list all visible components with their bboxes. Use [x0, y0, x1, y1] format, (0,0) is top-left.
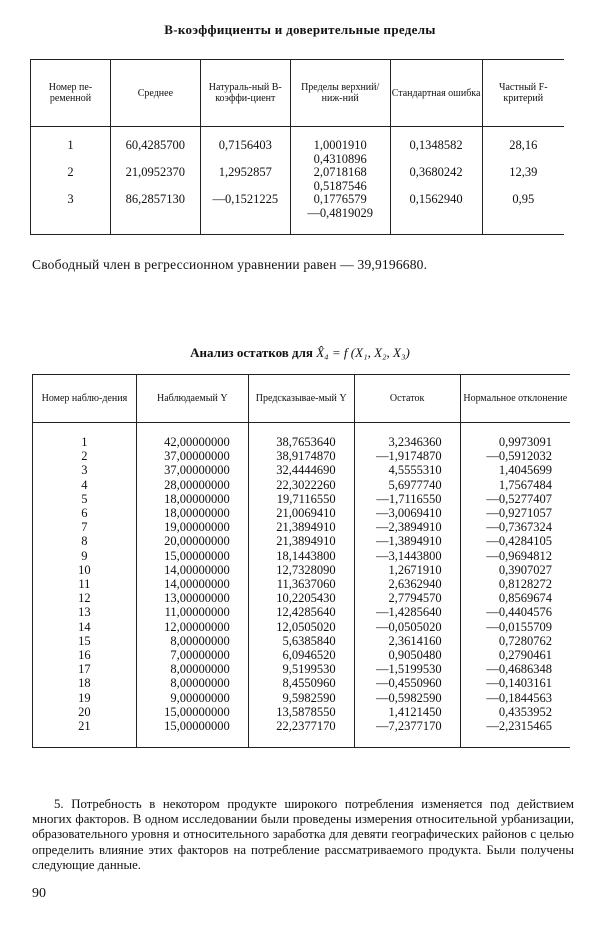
table-cell: 0,9973091 [498, 435, 552, 449]
table-cell: —0,9694812 [486, 548, 552, 563]
cell-limits [290, 166, 390, 193]
table-cell: 15 [78, 633, 91, 648]
table-cell: 7,00000000 [170, 648, 230, 663]
cell-coef: 1,2952857 [200, 166, 290, 193]
table-cell: 18,1443800 [276, 548, 336, 563]
header-residual: Остаток [354, 375, 460, 423]
table-cell: —0,7367324 [486, 520, 552, 535]
exercise-paragraph [32, 797, 574, 873]
table-cell: 8 [81, 534, 88, 549]
table-cell: 10,2205430 [276, 591, 336, 606]
header-observation-number: Номер наблю-дения [33, 375, 137, 423]
table-cell: 1,2671910 [388, 562, 442, 577]
table-cell: 4 [81, 477, 88, 492]
table-cell: 37,00000000 [164, 449, 230, 464]
cell-se: 0,3680242 [390, 166, 482, 193]
table-cell: —0,4284105 [486, 534, 552, 549]
cell-number: 1 [31, 127, 111, 167]
header-std-error: Стандартная ошибка [390, 60, 482, 127]
upper-limit: 0,1776579 [313, 192, 367, 206]
table-cell: 10 [78, 562, 91, 577]
header-limits: Пределы верхний/ниж-ний [290, 60, 390, 127]
coefficients-table [30, 59, 564, 235]
lower-limit: 0,4310896 [313, 151, 367, 166]
table-cell: 11 [78, 577, 91, 592]
table-cell: 2,6362940 [388, 577, 442, 592]
table-cell: 9,5199530 [282, 662, 336, 677]
table-cell: —0,1844563 [486, 690, 552, 705]
table-cell: —1,5199530 [375, 662, 442, 677]
table-cell: 0,4353952 [498, 704, 552, 719]
table-cell: 0,8569674 [498, 591, 552, 606]
header-variable-number: Номер пе-ременной [31, 60, 111, 127]
table-cell: —2,3894910 [375, 520, 442, 535]
table-cell: 32,4444690 [276, 463, 336, 478]
page-number: 90 [32, 886, 46, 901]
free-term-text: Свободный член в регрессионном уравнении равен — 39,9196680. [32, 257, 428, 272]
cell-mean: 60,4285700 [110, 127, 200, 167]
table-cell: 16 [78, 648, 91, 663]
column-observed [136, 423, 248, 748]
table2-title-prefix: Анализ остатков для [190, 345, 313, 360]
table-cell: 0,8128272 [498, 577, 552, 592]
table-cell: 3,2346360 [388, 435, 442, 449]
table-cell: —0,4404576 [486, 605, 552, 620]
table-cell: 21,0069410 [276, 506, 336, 521]
table-cell: 13,00000000 [164, 591, 230, 606]
lower-limit: —0,4819029 [307, 205, 373, 220]
table-cell: 11,3637060 [276, 577, 336, 592]
table-cell: 12,00000000 [164, 619, 230, 634]
table-cell: —1,3894910 [375, 534, 442, 549]
table-cell: 13 [78, 605, 91, 620]
upper-limit: 2,0718168 [313, 165, 367, 179]
table-cell: 0,2790461 [498, 648, 552, 663]
table-cell: 9,00000000 [170, 690, 230, 705]
table-cell: —0,9271057 [486, 506, 552, 521]
table-cell: 11,00000000 [164, 605, 230, 620]
header-b-coefficient: Натураль-ный B-коэффи-циент [200, 60, 290, 127]
table-row [33, 423, 571, 748]
table-cell: 2,7794570 [388, 591, 442, 606]
table-cell: 14 [78, 619, 91, 634]
header-observed-y: Наблюдаемый Y [136, 375, 248, 423]
table-cell: —1,9174870 [375, 449, 442, 464]
table-cell: 3 [81, 463, 88, 478]
table-cell: —1,4285640 [375, 605, 442, 620]
table-cell: —7,2377170 [375, 719, 442, 734]
cell-mean: 21,0952370 [110, 166, 200, 193]
cell-number: 3 [31, 193, 111, 235]
table-cell: 15,00000000 [164, 548, 230, 563]
table-cell: 12,4285640 [276, 605, 336, 620]
cell-f: 28,16 [509, 138, 538, 152]
table-cell: 1,4121450 [388, 704, 442, 719]
table-cell: 9,5982590 [282, 690, 336, 705]
table-cell: —2,2315465 [486, 719, 552, 734]
table-cell: 38,7653640 [276, 435, 336, 449]
cell-se: 0,1562940 [390, 193, 482, 235]
table-row [31, 193, 565, 235]
table-cell: 28,00000000 [164, 477, 230, 492]
table-cell: —0,1403161 [486, 676, 552, 691]
table-cell: 6,0946520 [282, 648, 336, 663]
table-cell: 22,2377170 [276, 719, 336, 734]
cell-mean: 86,2857130 [110, 193, 200, 235]
table2-title-formula: X̂₄ = f (X₁, X₂, X₃) [316, 345, 410, 360]
table-cell: 21,3894910 [276, 534, 336, 549]
table-cell: 15,00000000 [164, 704, 230, 719]
lower-limit: 0,5187546 [313, 178, 367, 193]
cell-coef: 0,7156403 [200, 127, 290, 167]
table-cell: 13,5878550 [276, 704, 336, 719]
table-cell: 0,9050480 [388, 648, 442, 663]
table-cell: 20 [78, 704, 91, 719]
table-cell: —3,1443800 [375, 548, 442, 563]
table-cell: —0,0505020 [375, 619, 442, 634]
table-cell: 21,3894910 [276, 520, 336, 535]
table-cell: —0,5277407 [486, 491, 552, 506]
table-cell: 5,6385840 [282, 633, 336, 648]
table-cell: 18 [78, 676, 91, 691]
table-cell: 12 [78, 591, 91, 606]
upper-limit: 1,0001910 [313, 138, 367, 152]
table-cell: 8,00000000 [170, 662, 230, 677]
table-row [31, 166, 565, 193]
table-cell: 1,4045699 [498, 463, 552, 478]
table-cell: 7 [81, 520, 88, 535]
cell-f: 0,95 [512, 192, 535, 206]
column-observation-number [33, 423, 137, 748]
table2-title [0, 345, 600, 361]
cell-f: 12,39 [509, 165, 538, 179]
table-cell: 9 [81, 548, 88, 563]
table1-title: B-коэффициенты и доверительные пределы [164, 22, 436, 37]
table-cell: —0,4686348 [486, 662, 552, 677]
table-cell: 2 [81, 449, 88, 464]
table-cell: 5,6977740 [388, 477, 442, 492]
table-cell: 14,00000000 [164, 577, 230, 592]
table-cell: —0,0155709 [486, 619, 552, 634]
table-cell: 15,00000000 [164, 719, 230, 734]
table-cell: 12,7328090 [276, 562, 336, 577]
table-cell: 37,00000000 [164, 463, 230, 478]
table-cell: 19,00000000 [164, 520, 230, 535]
table-cell: —0,5982590 [375, 690, 442, 705]
table-cell: 8,00000000 [170, 676, 230, 691]
table-cell: 1 [81, 435, 88, 449]
table-cell: 4,5555310 [388, 463, 442, 478]
header-mean: Среднее [110, 60, 200, 127]
table-cell: —3,0069410 [375, 506, 442, 521]
table-cell: 20,00000000 [164, 534, 230, 549]
table-cell: 18,00000000 [164, 506, 230, 521]
column-predicted [248, 423, 354, 748]
table-cell: 0,7280762 [498, 633, 552, 648]
table-cell: 6 [81, 506, 88, 521]
table-cell: —0,5912032 [486, 449, 552, 464]
table-cell: —0,4550960 [375, 676, 442, 691]
table-cell: 22,3022260 [276, 477, 336, 492]
header-predicted-y: Предсказывае-мый Y [248, 375, 354, 423]
table-cell: 18,00000000 [164, 491, 230, 506]
table-cell: 19 [78, 690, 91, 705]
table-cell: 2,3614160 [388, 633, 442, 648]
table-cell: 8,00000000 [170, 633, 230, 648]
cell-coef: —0,1521225 [200, 193, 290, 235]
header-f-criterion: Частный F-критерий [482, 60, 564, 127]
table-cell: 1,7567484 [498, 477, 552, 492]
table-cell: 12,0505020 [276, 619, 336, 634]
exercise-text: 5. Потребность в некотором продукте широкого потребления изменяется под действием многих факторов. В одном исследовании были проведены измерения относительной урбанизации, образовательного уровня и относительного заработка для девяти географических районов с целью определить влияние этих факторов на потребление рассматриваемого продукта. Были получены следующие данные. [32, 797, 574, 872]
table-cell: 17 [78, 662, 91, 677]
table-cell: 42,00000000 [164, 435, 230, 449]
cell-number: 2 [31, 166, 111, 193]
column-normal-deviation [460, 423, 570, 748]
table-cell: 14,00000000 [164, 562, 230, 577]
table-cell: 38,9174870 [276, 449, 336, 464]
cell-limits [290, 127, 390, 167]
table-cell: 19,7116550 [276, 491, 336, 506]
table-cell: 0,3907027 [498, 562, 552, 577]
table-cell: 5 [81, 491, 88, 506]
table-row [31, 127, 565, 167]
column-residual [354, 423, 460, 748]
table-cell: 21 [78, 719, 91, 734]
header-normal-deviation: Нормальное отклонение [460, 375, 570, 423]
cell-se: 0,1348582 [390, 127, 482, 167]
residuals-table [32, 374, 570, 748]
table-cell: —1,7116550 [376, 491, 442, 506]
table-cell: 8,4550960 [282, 676, 336, 691]
cell-limits [290, 193, 390, 235]
